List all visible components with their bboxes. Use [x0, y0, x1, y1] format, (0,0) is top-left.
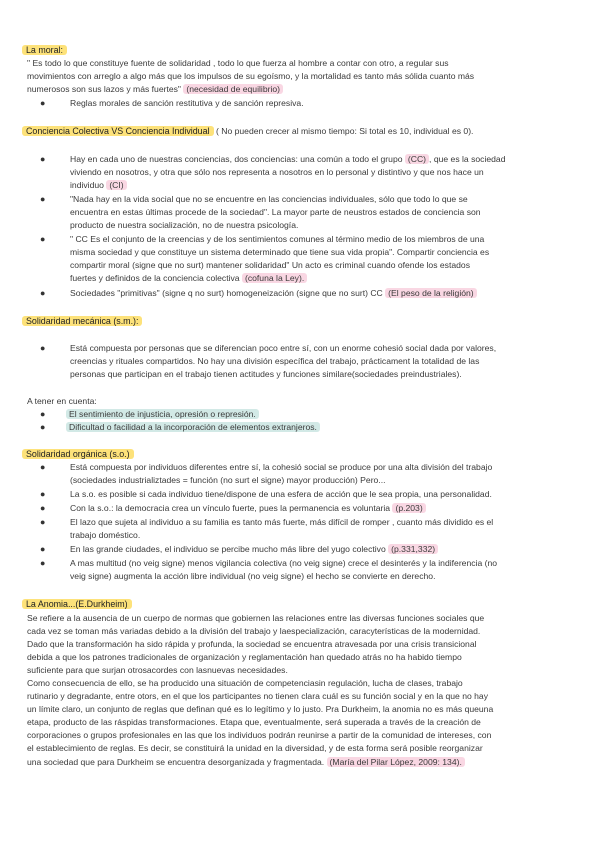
- anomia-line: cada vez se toman más variadas debido a la división del trabajo y laespecialización, caracyterísticas de la modernidad.: [27, 626, 481, 636]
- anomia-line: Como consecuencia de ello, se ha producido una situación de competenciasin regulación, lucha de clases, trabajo: [27, 678, 463, 688]
- bullet-icon: ●: [40, 489, 46, 499]
- conciencia-bullet-line: "Nada hay en la vida social que no se encuentre en las conciencias individuales, sólo que todo lo que se: [70, 194, 468, 204]
- bullet-icon: ●: [40, 517, 46, 527]
- anomia-line: el establecimiento de reglas. Es decir, se constituirá la unidad en la diversidad, y de esta forma será posible reorganizar: [27, 743, 483, 753]
- organica-bullet-line: A mas multitud (no veig signe) menos vigilancia colectiva (no veig signe) crece el desinterés y la indiferencia (no: [70, 558, 498, 568]
- highlight-citation: (María del Pilar López, 2009: 134).: [327, 757, 465, 767]
- highlight-note: (El peso de la religión): [385, 288, 477, 298]
- bullet-icon: ●: [40, 288, 46, 298]
- anomia-line: una sociedad que para Durkheim se encuentra desorganizada y fragmentada. (María del Pilar López, 2009: 134).: [27, 756, 465, 769]
- organica-bullet-line: trabajo doméstico.: [70, 530, 141, 540]
- heading-conciencia: Conciencia Colectiva VS Conciencia Individual ( No pueden crecer al mismo tiempo: Si total es 10, individual es 0).: [22, 125, 473, 138]
- organica-bullet-line: Está compuesta por individuos diferentes entre sí, la cohesió social se produce por una alta división del trabajo: [70, 462, 493, 472]
- bullet-icon: ●: [40, 98, 46, 108]
- conciencia-bullet-line: producto de nuestra socialización, no de nuestra psicología.: [70, 220, 299, 230]
- conciencia-bullet-line: compartir moral (signe que no surt) mantener solidaridad" Un acto es criminal cuando ofende los estados: [70, 260, 470, 270]
- bullet-icon: ●: [40, 558, 46, 568]
- highlight-note: (CC): [405, 154, 429, 164]
- organica-bullet-line: El lazo que sujeta al individuo a su familia es tanto más fuerte, más difícil de romper , cuanto más dividido es el: [70, 517, 494, 527]
- moral-quote-line: movimientos con arreglo a algo más que los impulsos de su egoísmo, y la mortalidad es tanto más sólida cuanto más: [27, 71, 475, 81]
- conciencia-bullet-line: Hay en cada uno de nuestras conciencias, dos conciencias: una común a todo el grupo (CC) , que es la sociedad: [70, 154, 506, 164]
- heading-la-anomia: La Anomia...(E.Durkheim): [22, 598, 132, 611]
- highlight-note: (p.203): [392, 503, 425, 513]
- tener-en-cuenta-label: A tener en cuenta:: [27, 396, 97, 406]
- organica-bullet-line: En las grande ciudades, el individuo se percibe mucho más libre del yugo colectivo (p.331,332): [70, 543, 438, 556]
- highlight-note: (CI): [106, 180, 126, 190]
- anomia-line: Dado que la transformación ha sido rápida y profunda, la sociedad se encuentra atravesada por una crisis transicional: [27, 639, 477, 649]
- mecanica-bullet-line: creencias y rituales compartidos. No hay una división específica del trabajo, prácticament la totalidad de las: [70, 356, 480, 366]
- heading-solidaridad-mecanica: Solidaridad mecánica (s.m.):: [22, 315, 142, 328]
- highlight-note: (necesidad de equilibrio): [183, 84, 283, 94]
- bullet-icon: ●: [40, 343, 46, 353]
- mecanica-bullet-line: personas que participan en el trabajo tienen actitudes y funciones similare(sociedades preindustriales).: [70, 369, 462, 379]
- bullet-icon: ●: [40, 544, 46, 554]
- anomia-line: suficiente para que surjan otrosacordes con lasnuevas necesidades.: [27, 665, 288, 675]
- bullet-icon: ●: [40, 194, 46, 204]
- bullet-icon: ●: [40, 462, 46, 472]
- conciencia-bullet-line: " CC Es el conjunto de la creencias y de los sentimientos comunes al término medio de los miembros de una: [70, 234, 485, 244]
- tener-item: El sentimiento de injusticia, opresión o represión.: [66, 408, 259, 421]
- highlight-note: (p.331,332): [388, 544, 438, 554]
- bullet-icon: ●: [40, 503, 46, 513]
- anomia-line: etapa, producto de las ráspidas transformaciones. Etapa que, eventualmente, será superada a través de la creación de: [27, 717, 481, 727]
- moral-quote-line: " Es todo lo que constituye fuente de solidaridad , todo lo que fuerza al hombre a contar con otro, a regular sus: [27, 58, 449, 68]
- conciencia-bullet-line: encuentra en estas últimas procede de la sociedad". La mayor parte de neustros estados de conciencia son: [70, 207, 481, 217]
- conciencia-bullet-line: misma sociedad y que constituye un sistema determinado que tiene sua vida propia". Compartir conciencia es: [70, 247, 490, 257]
- organica-bullet-line: Con la s.o.: la democracia crea un vínculo fuerte, pues la permanencia es voluntaria (p.203): [70, 502, 426, 515]
- anomia-line: corporaciones o grupos profesionales en las que los individuos podrán reunirse a partir de la comunidad de intereses, con: [27, 730, 492, 740]
- organica-bullet-line: (sociedades industrializtades = función (no surt el signe) mayor producción) Pero...: [70, 475, 386, 485]
- bullet-icon: ●: [40, 234, 46, 244]
- moral-quote-line: numerosos son sus lazos y más fuertes" (necesidad de equilibrio): [27, 83, 283, 96]
- anomia-line: Se refiere a la ausencia de un cuerpo de normas que gobiernen las relaciones entre las diversas funciones sociales que: [27, 613, 485, 623]
- anomia-line: un límite claro, un conjunto de reglas que definan qué es lo legítimo y lo justo. Pra Durkheim, la anomia no es más queuna: [27, 704, 494, 714]
- highlight-note: (cofuna la Ley).: [242, 273, 307, 283]
- heading-solidaridad-organica: Solidaridad orgánica (s.o.): [22, 448, 134, 461]
- organica-bullet-line: veig signe) augmenta la acción libre individual (no veig signe) el hecho se convierte en derecho.: [70, 571, 436, 581]
- bullet-icon: ●: [40, 422, 46, 432]
- heading-la-moral: La moral:: [22, 44, 67, 57]
- bullet-icon: ●: [40, 154, 46, 164]
- conciencia-bullet-line: viviendo en nosotros, y otra que sólo nos representa a nosotros en lo personal y distintivo y que nos hace un: [70, 167, 484, 177]
- conciencia-bullet-line: Sociedades "primitivas" (signe q no surt) homogeneización (signe que no surt) CC (El peso de la religión): [70, 287, 477, 300]
- anomia-line: rutinario y degradante, entre otors, en el que los participantes no tienen clara cuál es su función social y en la que no hay: [27, 691, 489, 701]
- organica-bullet-line: La s.o. es posible si cada individuo tiene/dispone de una esfera de acción que le sea propia, una personalidad.: [70, 489, 492, 499]
- conciencia-bullet-line: fuertes y definidos de la conciencia colectiva (cofuna la Ley).: [70, 272, 307, 285]
- bullet-icon: ●: [40, 409, 46, 419]
- anomia-line: debida a que los patrones tradicionales de organización y reglamentación han quedado atrás no ha habido tiempo: [27, 652, 462, 662]
- moral-bullet: Reglas morales de sanción restitutiva y de sanción represiva.: [70, 98, 304, 108]
- tener-item: Dificultad o facilidad a la incorporación de elementos extranjeros.: [66, 421, 320, 434]
- mecanica-bullet-line: Está compuesta por personas que se diferencian poco entre sí, con un enorme cohesió social dada por valores,: [70, 343, 497, 353]
- conciencia-bullet-line: individuo (CI): [70, 179, 127, 192]
